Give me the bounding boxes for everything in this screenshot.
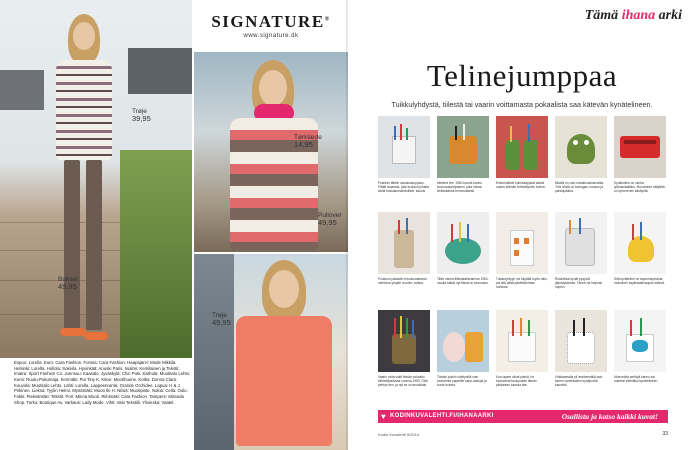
price-value: 14,95 [294, 140, 313, 150]
list-item[interactable] [555, 212, 607, 289]
item-caption: Tämän purkin värikynillä olen tuunannut paperille sana-arkkuja ja kuvia kotona. [437, 375, 487, 387]
item-caption: Tuikkulyhtyyn voi käyttää myös näin, jos sitä pitää päivittää ilman norkkoa. [496, 277, 548, 289]
price-label: Trøje [132, 108, 147, 115]
list-item[interactable] [437, 212, 489, 285]
section-tag: Tämä ihana arki [584, 8, 682, 23]
article-page [348, 0, 696, 450]
brand-logo[interactable]: SIGNATURE® [211, 12, 331, 31]
list-item[interactable] [378, 212, 430, 285]
photo-thumbnail [555, 310, 607, 372]
photo-thumbnail [555, 116, 607, 178]
item-caption: Kun lapset olivat pieniä, he tuunasivat taulupakan tämän pikkiaisen kanssa itse. [496, 375, 537, 387]
footer-url-link[interactable]: KODINKUVALEHTI.FI/IHANAARKI [390, 413, 494, 419]
pier-hut [128, 48, 192, 94]
price-value: 39,95 [132, 114, 151, 124]
price-tag-pants [58, 276, 78, 291]
model-photo-coral [194, 254, 348, 450]
page-number: 33 [662, 431, 668, 437]
list-item[interactable] [378, 116, 430, 193]
photo-thumbnail [614, 310, 666, 372]
model-figure [50, 14, 120, 354]
magazine-folio: Kodin Kuvalehti 5/2014 [378, 432, 420, 437]
photo-thumbnail [614, 212, 666, 274]
photo-thumbnail [496, 212, 548, 274]
item-caption: Rokkitintai kynät pysyvät järjestyksessä. Tänne nä helposti nopein. [555, 277, 603, 289]
item-caption: Mietteni tee: 1960-luvulla kannu kruunauspohjaiseni, joka hoitaa tehtäväänsä erinomaisesti. [437, 181, 483, 193]
photo-thumbnail [378, 310, 430, 372]
price-label: Tørklæde [294, 134, 322, 141]
list-item[interactable] [555, 310, 607, 387]
item-caption: Posliinin tähtiin sisustuskuppaus. Päätti tauaosta, jolla tuoksuit pihalta siellä koskaanmahdolliset, kaunis. [378, 181, 429, 193]
photo-thumbnail [614, 116, 666, 178]
price-tag-pullover [318, 212, 341, 227]
price-label: Bukser [58, 276, 79, 283]
item-caption: Virkkaamalla pii lenkkeimällä sain toinen uudenlaisen kynäpurkin kauniisti. [555, 375, 603, 387]
article-subtitle: Tuikkulyhdystä, tiilestä tai vaarin voittamasta pokaalista saa kätevän kynätelineen. [391, 100, 653, 109]
article-title: Telinejumppaa [426, 58, 618, 93]
photo-thumbnail [378, 116, 430, 178]
footer-banner[interactable] [378, 410, 668, 423]
item-caption: Tiiliin vanha tiiliteakattoramma 1960-luvulta kaikki nyt tässä on tunnustus. [437, 277, 489, 285]
list-item[interactable] [614, 116, 666, 193]
photo-thumbnail [496, 116, 548, 178]
grass-plants [120, 150, 192, 358]
list-item[interactable] [437, 310, 489, 387]
item-caption: Vaarin voita voitti tämän pokaalin hiihtokilpailussa vuonna 1953. Olen perinyt sen, ja nyt se on arvokkain. [378, 375, 429, 387]
price-label: Pullover [318, 212, 342, 219]
list-item[interactable] [614, 212, 666, 285]
price-tag-top [132, 108, 151, 123]
model-figure [222, 260, 342, 450]
photo-thumbnail [437, 310, 489, 372]
price-tag-coral [212, 312, 231, 327]
heart-icon: ♥ [381, 412, 386, 421]
photo-thumbnail [437, 116, 489, 178]
item-caption: Sitä kynäteline on taponinspiroista mokuinen kapitulaarikaupan kätevä. [614, 277, 665, 285]
list-item[interactable] [496, 310, 548, 387]
photo-thumbnail [378, 212, 430, 274]
photo-thumbnail [496, 310, 548, 372]
item-caption: Kynäkotelo on vanha työkalulaatikko. Muoviseen säilyttää on kymmenen käsityötä. [614, 181, 665, 193]
list-item[interactable] [555, 116, 607, 193]
item-caption: Ensimmäiset kumisaappaat saivat uuden elämän teräväkynien kotina. [496, 181, 546, 189]
footer-cta[interactable]: Osallistu ja katso kaikki kuvat! [561, 412, 658, 421]
list-item[interactable] [614, 310, 666, 383]
price-value: 49,95 [212, 318, 231, 328]
price-label: Trøje [212, 312, 227, 319]
brand-url[interactable]: www.signature.dk [243, 33, 299, 39]
list-item[interactable] [496, 116, 548, 189]
retailer-list: Espoo: Lorella. Euro: Cara Fashion. Forssa: Cara Fashion. Haapajärvi: Mode Mikkila. Helsinki: Lorella. Hollola: Sokeila. Hyvinkää: Anuski Paris. Iisalmi: Kemilainen ja Tekstit. Imatra: Sport Fashion Co. Joensuu: Kaasalo. Jyväskylä: Chic Puki. Karhula: Muotitalo Lehto. Kemi: Ruutu-Pukumaja. Kerimäki: Pia Tiny K. Kitee: Muotihuone. Kotka: Donna Clara. Kouvola: Muotitalo Lehto. Lahti: Lorella. Lappeenranta: Grande Orchidee. Lapua: H & J Pirkinen. Lieksa: Tyylin Helmi. Mynämäki: Muoti Ilo H. Nilsiä: Muotipiste. Nokia: Cella. Oulu: Fokki. Pieksämäki: Tekstit. Pori: Minna Muoti. Riihimäki: Cara Fashion. Tampere: Miranda Shop. Turku: Boutique Av. Varkaus: Lady Mode. Vihti: Valo Tekstiili. Ylivieska: Vaatel. [14, 360, 191, 405]
list-item[interactable] [496, 212, 548, 289]
item-caption: Mistäs on vain rotaatioustusmatka. Ylös köytä on kuningas, kuvaus ja parkkipaikka. [555, 181, 605, 193]
model-photo-boardwalk [0, 0, 192, 358]
price-value: 49,95 [318, 218, 337, 228]
price-value: 49,95 [58, 282, 77, 292]
railing [0, 70, 44, 110]
list-item[interactable] [378, 310, 430, 387]
list-item[interactable] [437, 116, 489, 193]
model-figure [224, 60, 324, 252]
price-tag-scarf [294, 134, 322, 149]
photo-thumbnail [555, 212, 607, 274]
brand-header [194, 0, 348, 52]
item-caption: Puukuori pakastin retuukumaisesti vaihtuvia ympäri vuoden, tarkka. [378, 277, 427, 285]
photo-thumbnail [437, 212, 489, 274]
item-caption: Mummolta perittyä kannu sai uudeksi elämäksi kynätelineen. [614, 375, 659, 383]
